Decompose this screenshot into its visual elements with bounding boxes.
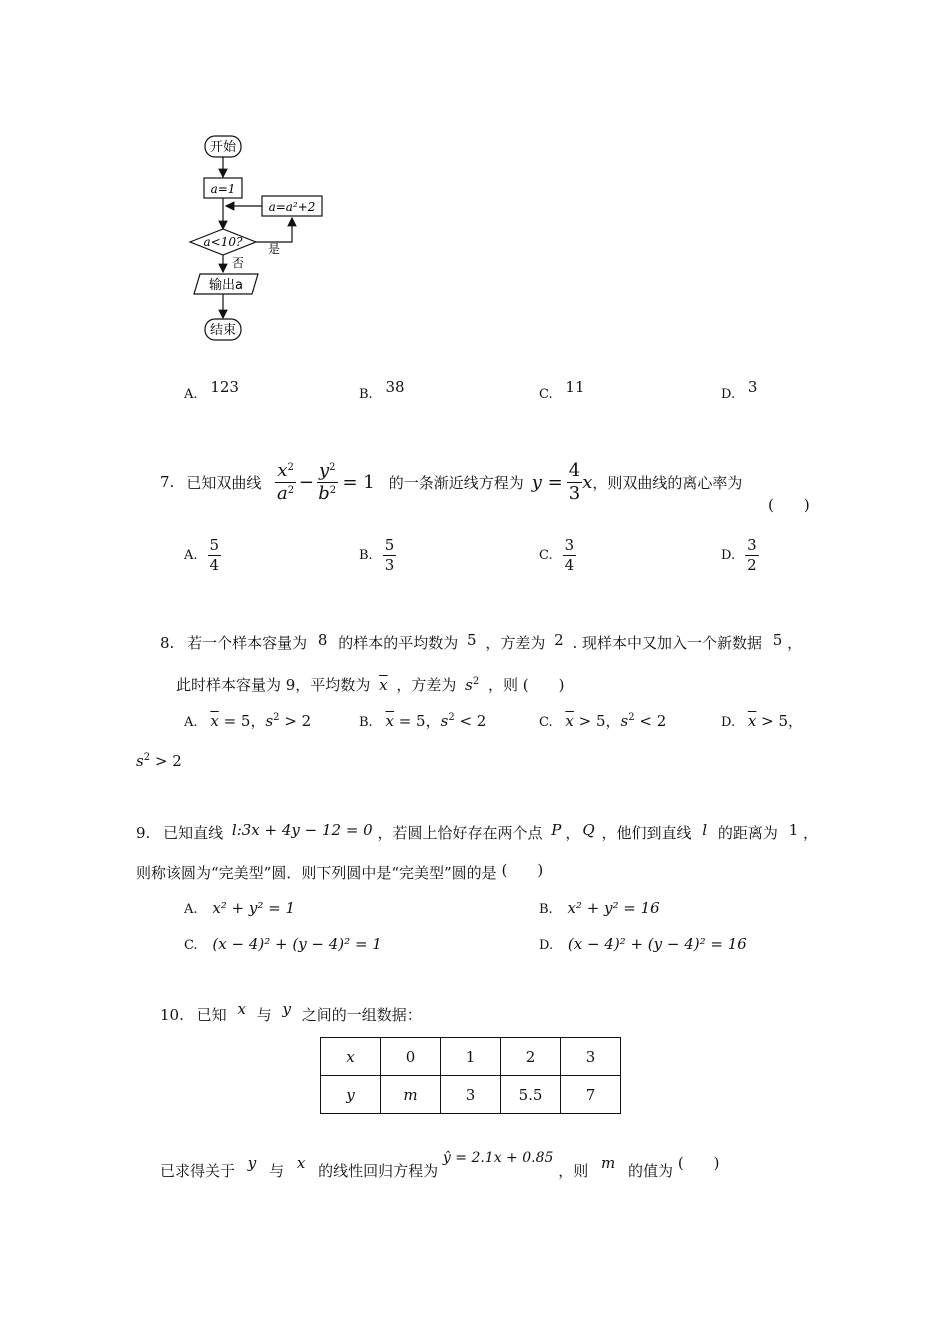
answer-paren: ( ) — [501, 861, 544, 879]
q6-option-a[interactable] — [184, 378, 239, 402]
line-equation: l:3x + 4y − 12 = 0 — [231, 821, 373, 839]
asym-den: 3 — [568, 482, 581, 504]
q8-text: ，则 ( ) — [488, 676, 565, 694]
q6-option-b[interactable] — [359, 378, 405, 402]
q7-option-a[interactable] — [184, 537, 221, 573]
q8-option-a[interactable]: A. $\overline{x} = 5$，$s^2 > 2$ — [184, 712, 312, 730]
q8-n: 8 — [317, 631, 328, 649]
option-label: C. — [184, 938, 198, 953]
data-table — [320, 1037, 621, 1114]
q10-text: 已求得关于 — [160, 1162, 236, 1180]
q10-line2 — [160, 1150, 720, 1181]
q8-text: 的样本的平均数为 — [338, 634, 459, 652]
option-label: C. — [539, 715, 553, 730]
q7-text-c: ，则双曲线的离心率为 — [592, 473, 743, 492]
table-cell: 2 — [501, 1038, 561, 1076]
option-s: > 2 — [284, 712, 312, 730]
option-label: B. — [539, 902, 553, 917]
eq-y: y — [318, 459, 330, 481]
flow-output-text: 输出a — [209, 278, 243, 293]
q7-option-c[interactable] — [539, 537, 576, 573]
s-squared: $s^2$ — [465, 676, 480, 694]
option-value: (x − 4)² + (y − 4)² = 16 — [567, 935, 747, 953]
eq-b: b — [318, 482, 330, 504]
table-cell: m — [381, 1076, 441, 1114]
question-number: 10. — [160, 1006, 184, 1024]
question-number: 7. — [160, 473, 175, 491]
q10-text: 的线性回归方程为 — [318, 1162, 439, 1180]
table-cell: 5.5 — [501, 1076, 561, 1114]
table-cell: 0 — [381, 1038, 441, 1076]
table-row — [321, 1038, 621, 1076]
q8-option-d-wrap: $s^2 > 2$ — [136, 752, 182, 770]
flow-start-text: 开始 — [209, 140, 237, 155]
option-label: D. — [721, 715, 736, 730]
option-label: B. — [359, 715, 373, 730]
answer-paren: ( ) — [677, 1154, 720, 1172]
eq-rhs: = 1 — [342, 471, 375, 493]
table-header-cell: x — [321, 1038, 381, 1076]
option-label: C. — [539, 387, 553, 402]
option-value: > 5， — [578, 712, 621, 730]
table-cell: 1 — [441, 1038, 501, 1076]
option-num: 5 — [384, 536, 395, 554]
option-value: (x − 4)² + (y − 4)² = 1 — [212, 935, 382, 953]
option-label: A. — [184, 715, 198, 730]
option-label: A. — [184, 387, 198, 402]
distance-one: 1 — [788, 821, 799, 839]
option-value: x² + y² = 1 — [212, 899, 296, 917]
option-label: D. — [721, 547, 736, 563]
option-den: 3 — [384, 555, 395, 574]
q7-text-a: 已知双曲线 — [186, 473, 262, 492]
option-value: = 5， — [398, 712, 441, 730]
flow-no-label: 否 — [232, 256, 245, 270]
option-value: 11 — [565, 378, 585, 396]
q9-option-b[interactable] — [539, 899, 660, 917]
eq-a: a — [277, 482, 288, 504]
q10-text: 的值为 — [628, 1162, 674, 1180]
option-label: A. — [184, 902, 198, 917]
q7-answer-paren: ( ) — [768, 496, 810, 514]
q8-newval: 5 — [772, 631, 783, 649]
q10-text: 与 — [256, 1006, 272, 1024]
hyperbola-equation: $\frac{x^2}{a^2}$ − $\frac{y^2}{b^2}$ = 1 — [277, 459, 375, 504]
question-number: 8. — [160, 634, 175, 652]
option-label: C. — [539, 547, 553, 563]
q8-text: 此时样本容量为 9，平均数为 — [176, 676, 371, 694]
option-value: = 5， — [223, 712, 266, 730]
option-value: x² + y² = 16 — [567, 899, 660, 917]
question-number: 9. — [136, 824, 151, 842]
flow-init-text: a=1 — [210, 182, 236, 196]
q8-text: 若一个样本容量为 — [187, 634, 308, 652]
option-s: < 2 — [459, 712, 487, 730]
eq-x: x — [277, 459, 288, 481]
flow-update-text: a=a²+2 — [268, 200, 316, 214]
q9-option-c[interactable] — [184, 935, 382, 953]
table-cell: 3 — [441, 1076, 501, 1114]
q9-text: ， — [803, 824, 819, 842]
q10-text: ，则 — [558, 1162, 589, 1180]
asymptote-equation — [532, 461, 593, 504]
var-m: m — [601, 1154, 616, 1172]
option-value: 123 — [210, 378, 239, 396]
option-label: D. — [721, 387, 736, 402]
q10-text: 已知 — [196, 1006, 227, 1024]
q6-option-c[interactable] — [539, 378, 585, 402]
q9-line2 — [136, 862, 543, 883]
var-y: y — [247, 1154, 257, 1172]
option-value: > 5， — [761, 712, 804, 730]
option-den: 2 — [747, 555, 757, 574]
q7-text-b: 的一条渐近线方程为 — [388, 473, 524, 492]
x-bar: $\overline{x}$ — [379, 676, 388, 694]
q8-var: 2 — [554, 631, 564, 649]
q10-text: 与 — [269, 1162, 285, 1180]
option-label: D. — [539, 938, 554, 953]
table-cell: 7 — [561, 1076, 621, 1114]
table-cell: 3 — [561, 1038, 621, 1076]
asym-x: x — [582, 471, 593, 493]
line-l: l — [702, 821, 708, 839]
regression-equation: ŷ = 2.1x + 0.85 — [442, 1150, 554, 1166]
option-den: 4 — [209, 555, 220, 574]
option-s: < 2 — [639, 712, 667, 730]
q6-option-d[interactable] — [721, 378, 758, 402]
table-header-cell: y — [321, 1076, 381, 1114]
q10-line1 — [160, 1000, 422, 1025]
q9-option-a[interactable] — [184, 899, 295, 917]
flow-yes-label: 是 — [268, 242, 281, 256]
q8-line1 — [160, 632, 802, 653]
option-value: 3 — [747, 378, 758, 396]
q7-stem — [160, 452, 742, 512]
point-q: Q — [582, 821, 595, 839]
q10-text: 之间的一组数据： — [301, 1006, 422, 1024]
q8-line2 — [176, 674, 565, 695]
q8-text: . 现样本中又加入一个新数据 — [572, 634, 763, 652]
q8-option-d[interactable]: D. $\overline{x} > 5$， — [721, 712, 804, 730]
q8-text: ，方差为 — [396, 676, 457, 694]
var-x: x — [296, 1154, 306, 1172]
option-num: 3 — [747, 536, 757, 554]
q8-option-c[interactable]: C. $\overline{x} > 5$，$s^2 < 2$ — [539, 712, 667, 730]
flow-condition-text: a<10? — [203, 235, 243, 249]
q9-text: 的距离为 — [717, 824, 778, 842]
q7-option-d[interactable] — [721, 537, 759, 573]
var-x: x — [237, 1000, 246, 1018]
point-p: P — [551, 821, 562, 839]
table-row — [321, 1076, 621, 1114]
q9-text: ，他们到直线 — [601, 824, 692, 842]
option-label: B. — [359, 547, 373, 563]
q8-option-b[interactable]: B. $\overline{x} = 5$，$s^2 < 2$ — [359, 712, 487, 730]
flow-end-text: 结束 — [209, 323, 237, 338]
option-label: A. — [184, 547, 198, 563]
option-num: 3 — [564, 536, 575, 554]
q8-mean: 5 — [467, 631, 477, 649]
q9-text: ，若圆上恰好存在两个点 — [377, 824, 543, 842]
flowchart — [180, 125, 340, 350]
asym-num: 4 — [568, 459, 581, 481]
q9-option-d[interactable] — [539, 935, 747, 953]
var-y: y — [282, 1000, 291, 1018]
option-label: B. — [359, 387, 373, 402]
q8-text: ，方差为 — [485, 634, 546, 652]
q7-option-b[interactable] — [359, 537, 396, 573]
option-s: > 2 — [154, 752, 182, 770]
q8-text: ， — [787, 634, 803, 652]
option-value: 38 — [385, 378, 405, 396]
option-num: 5 — [209, 536, 220, 554]
q9-text: 则称该圆为“完美型”圆．则下列圆中是“完美型”圆的是 — [136, 864, 497, 882]
q9-line1: 9. 已知直线 l:3x + 4y − 12 = 0 ，若圆上恰好存在两个点 P ， Q ，他们到直线 l 的距离为 1 ， — [136, 821, 819, 842]
q9-text: 已知直线 — [163, 824, 224, 842]
asym-y: y = — [531, 471, 563, 493]
option-den: 4 — [564, 555, 575, 574]
